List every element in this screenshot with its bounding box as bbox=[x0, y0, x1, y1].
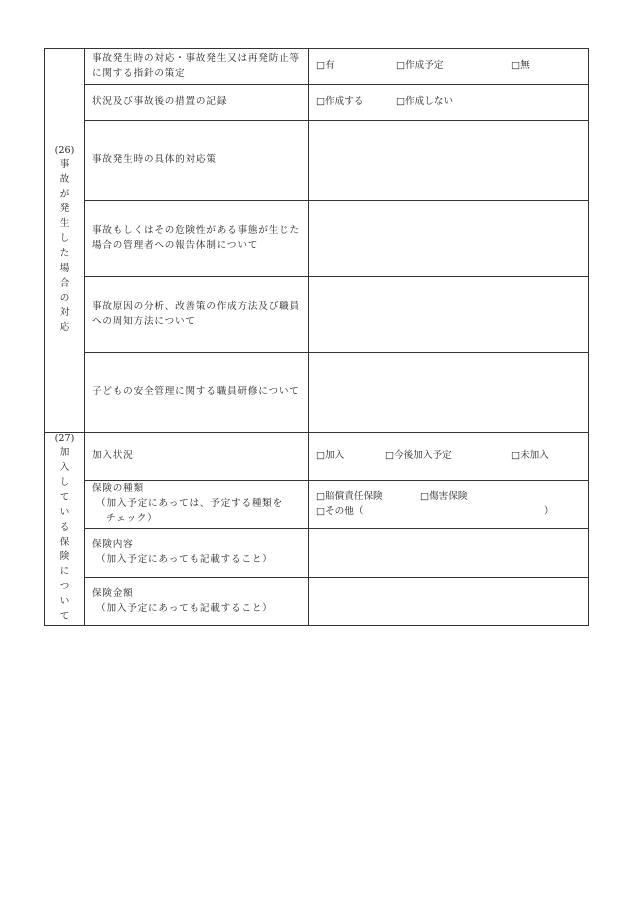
checkbox-will-create[interactable]: □作成する bbox=[316, 96, 364, 108]
checkbox-injury-insurance[interactable]: □傷害保険 bbox=[420, 490, 468, 502]
row-note: （加入予定にあっても記載すること） bbox=[96, 554, 273, 565]
form-table bbox=[44, 48, 589, 626]
row-label: 事故発生時の対応・事故発生又は再発防止等に関する指針の策定 bbox=[85, 49, 309, 85]
row-insurance-type bbox=[45, 481, 589, 529]
section-number: (27) bbox=[54, 433, 75, 445]
row-specific-measures bbox=[45, 121, 589, 201]
other-close-paren: ） bbox=[544, 505, 554, 517]
checkbox-will-not-create[interactable]: □作成しない bbox=[396, 96, 454, 108]
section-title: 事故が発生した場合の対応 bbox=[59, 158, 70, 334]
answer-field[interactable] bbox=[309, 353, 589, 433]
checkbox-enrolled[interactable]: □加入 bbox=[316, 450, 345, 462]
option-group bbox=[309, 49, 589, 85]
row-label: 事故もしくはその危険性がある事態が生じた場合の管理者への報告体制について bbox=[85, 201, 309, 277]
row-label: 保険の種類 bbox=[92, 483, 144, 495]
option-group bbox=[309, 433, 589, 481]
checkbox-not-enrolled[interactable]: □未加入 bbox=[511, 450, 549, 462]
option-group bbox=[309, 85, 589, 121]
checkbox-other[interactable]: □その他（ bbox=[316, 505, 364, 517]
row-label-group bbox=[85, 529, 309, 578]
option-group bbox=[309, 481, 589, 529]
section-27-header bbox=[45, 433, 85, 626]
row-note: チェック） bbox=[106, 512, 158, 524]
answer-field[interactable] bbox=[309, 578, 589, 626]
answer-field[interactable] bbox=[309, 201, 589, 277]
answer-field[interactable] bbox=[309, 121, 589, 201]
checkbox-no[interactable]: □無 bbox=[511, 60, 530, 72]
row-label: 保険金額 bbox=[92, 587, 134, 599]
checkbox-planned[interactable]: □作成予定 bbox=[396, 60, 444, 72]
row-label-group bbox=[85, 481, 309, 529]
section-title: 加入している保険について bbox=[59, 447, 70, 622]
row-accident-record bbox=[45, 85, 589, 121]
section-number: (26) bbox=[54, 144, 75, 156]
row-label: 加入状況 bbox=[85, 433, 309, 481]
row-note: （加入予定にあっても記載すること） bbox=[96, 602, 273, 614]
answer-field[interactable] bbox=[309, 277, 589, 353]
row-insurance-amount bbox=[45, 578, 589, 626]
row-insurance-content bbox=[45, 529, 589, 578]
row-safety-training bbox=[45, 353, 589, 433]
row-cause-analysis bbox=[45, 277, 589, 353]
row-reporting-system bbox=[45, 201, 589, 277]
answer-field[interactable] bbox=[309, 529, 589, 578]
checkbox-liability-insurance[interactable]: □賠償責任保険 bbox=[316, 490, 383, 502]
checkbox-yes[interactable]: □有 bbox=[316, 60, 335, 72]
row-label: 事故発生時の具体的対応策 bbox=[85, 121, 309, 201]
row-label: 状況及び事故後の措置の記録 bbox=[85, 85, 309, 121]
row-label: 事故原因の分析、改善策の作成方法及び職員への周知方法について bbox=[85, 277, 309, 353]
row-label: 保険内容 bbox=[92, 539, 134, 551]
row-label-group bbox=[85, 578, 309, 626]
row-note: （加入予定にあっては、予定する種類を bbox=[96, 498, 284, 510]
row-accident-policy bbox=[45, 49, 589, 85]
section-26-header bbox=[45, 49, 85, 433]
checkbox-plan-to-enroll[interactable]: □今後加入予定 bbox=[385, 450, 452, 462]
row-label: 子どもの安全管理に関する職員研修について bbox=[85, 353, 309, 433]
row-enrollment-status bbox=[45, 433, 589, 481]
